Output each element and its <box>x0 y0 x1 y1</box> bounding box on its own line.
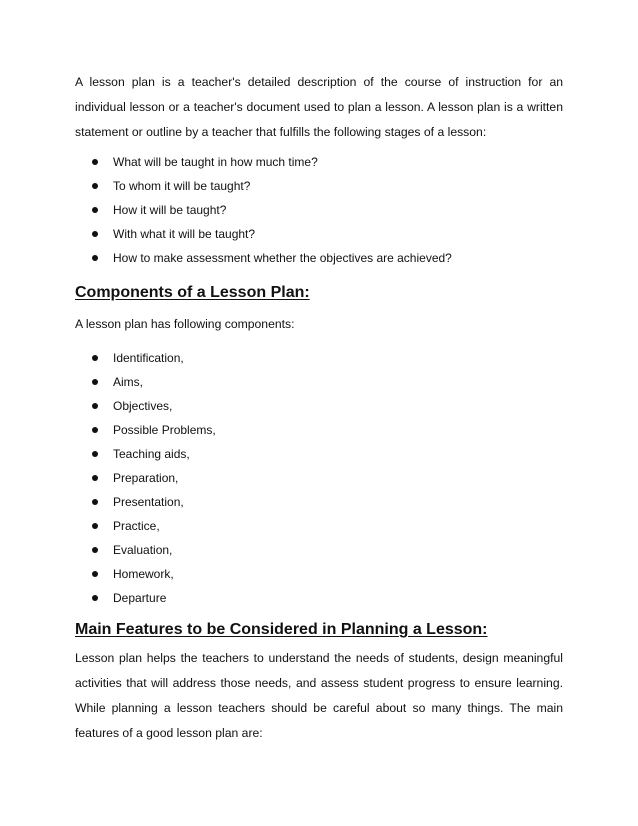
list-item-text: Objectives, <box>113 399 173 413</box>
bullet-icon <box>92 499 98 505</box>
list-item-text: What will be taught in how much time? <box>113 155 318 169</box>
list-item-text: Possible Problems, <box>113 423 216 437</box>
bullet-icon <box>92 595 98 601</box>
list-item-text: Aims, <box>113 375 143 389</box>
list-item <box>92 246 452 270</box>
list-item <box>92 174 452 198</box>
list-item <box>92 150 452 174</box>
bullet-icon <box>92 159 98 165</box>
intro-paragraph: A lesson plan is a teacher's detailed description of the course of instruction for an individual lesson or a teacher's document used to plan a lesson. A lesson plan is a written statement or outline by a teacher that fulfills the following stages of a lesson: <box>75 75 563 139</box>
list-item-text: Practice, <box>113 519 160 533</box>
list-item <box>92 466 216 490</box>
bullet-icon <box>92 183 98 189</box>
bullet-icon <box>92 427 98 433</box>
list-item <box>92 538 216 562</box>
list-item <box>92 346 216 370</box>
list-item-text: Teaching aids, <box>113 447 190 461</box>
list-item-text: Presentation, <box>113 495 184 509</box>
bullet-icon <box>92 207 98 213</box>
list-item <box>92 442 216 466</box>
list-item <box>92 198 452 222</box>
bullet-icon <box>92 547 98 553</box>
list-item <box>92 562 216 586</box>
bullet-icon <box>92 475 98 481</box>
components-lead: A lesson plan has following components: <box>75 317 295 331</box>
features-intro-paragraph: Lesson plan helps the teachers to understand the needs of students, design meaningful activities that will address those needs, and assess student progress to ensure learning. While planning a lesson teachers should be careful about so many things. The main features of a good lesson plan are: <box>75 651 563 740</box>
list-item-text: How it will be taught? <box>113 203 227 217</box>
components-list <box>92 346 216 610</box>
bullet-icon <box>92 451 98 457</box>
bullet-icon <box>92 571 98 577</box>
list-item-text: With what it will be taught? <box>113 227 256 241</box>
list-item <box>92 394 216 418</box>
bullet-icon <box>92 355 98 361</box>
bullet-icon <box>92 255 98 261</box>
list-item-text: Departure <box>113 591 167 605</box>
list-item-text: How to make assessment whether the objectives are achieved? <box>113 251 452 265</box>
bullet-icon <box>92 379 98 385</box>
list-item <box>92 514 216 538</box>
list-item <box>92 370 216 394</box>
list-item-text: Evaluation, <box>113 543 173 557</box>
components-heading: Components of a Lesson Plan: <box>75 284 310 301</box>
bullet-icon <box>92 523 98 529</box>
bullet-icon <box>92 231 98 237</box>
list-item-text: Preparation, <box>113 471 179 485</box>
list-item-text: To whom it will be taught? <box>113 179 251 193</box>
list-item <box>92 586 216 610</box>
list-item <box>92 418 216 442</box>
list-item-text: Identification, <box>113 351 184 365</box>
features-heading: Main Features to be Considered in Planning a Lesson: <box>75 621 488 638</box>
list-item <box>92 222 452 246</box>
list-item <box>92 490 216 514</box>
stages-list <box>92 150 452 270</box>
bullet-icon <box>92 403 98 409</box>
list-item-text: Homework, <box>113 567 174 581</box>
